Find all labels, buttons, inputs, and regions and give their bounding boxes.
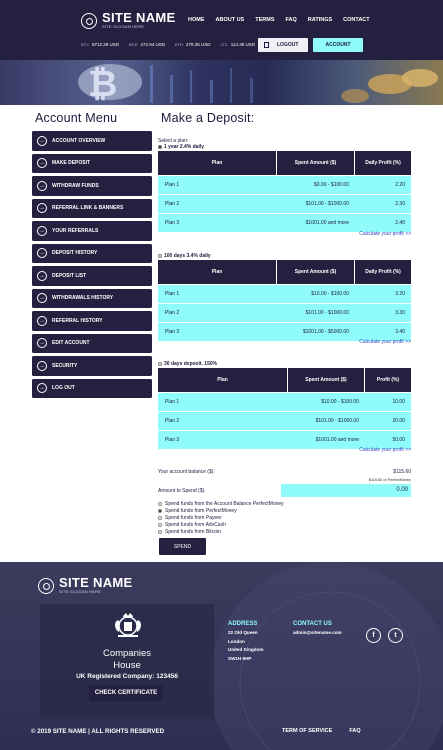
- plan-name: 30 days deposit. 150%: [164, 361, 218, 367]
- col-header-spent: Spent Amount ($): [277, 260, 354, 284]
- faq-link[interactable]: FAQ: [349, 728, 361, 734]
- crypto-tickers: [81, 42, 265, 47]
- companies-house-line1: Companies: [102, 648, 152, 659]
- twitter-icon[interactable]: t: [388, 628, 403, 643]
- col-header-plan: Plan: [158, 368, 287, 392]
- menu-item-your-referrals[interactable]: → YOUR REFERRALS: [32, 221, 152, 241]
- plan-table-1: [158, 151, 411, 233]
- table-row: Plan 1 $10.00 - $100.00 10.00: [158, 393, 411, 411]
- plan-radio-1[interactable]: [158, 144, 204, 150]
- option-advcash[interactable]: Spend funds from AdvCash: [158, 521, 284, 528]
- companies-house-line2: House: [113, 660, 141, 671]
- companies-house-certificate: [40, 604, 214, 719]
- menu-item-referral-link[interactable]: → REFERRAL LINK & BANNERS: [32, 199, 152, 219]
- banner-illustration: [0, 60, 443, 105]
- plan-table-3: [158, 368, 411, 450]
- plan-radio-2[interactable]: [158, 253, 211, 259]
- table-row: Plan 2 $101.00 - $1000.00 2.30: [158, 195, 411, 213]
- logo-icon: [81, 13, 97, 29]
- menu-item-make-deposit[interactable]: → MAKE DEPOSIT: [32, 154, 152, 174]
- balance-value: $115.60: [393, 469, 411, 475]
- option-perfectmoney[interactable]: Spend funds from PerfectMoney: [158, 507, 284, 514]
- col-header-spent: Spent Amount ($): [288, 368, 364, 392]
- nav-contact[interactable]: CONTACT: [343, 17, 370, 23]
- site-footer: [0, 562, 443, 750]
- ticker-eth: ETH 278.35 USD: [175, 42, 211, 47]
- check-certificate-button[interactable]: CHECK CERTIFICATE: [89, 685, 163, 701]
- address-block: 22 Old Queen London United Kingdom SW1H 9HP: [228, 630, 264, 661]
- balance-label: Your account balance ($):: [158, 469, 215, 475]
- menu-item-edit-account[interactable]: → EDIT ACCOUNT: [32, 334, 152, 354]
- ticker-btc: BTC 8712.28 USD: [81, 42, 120, 47]
- col-header-plan: Plan: [158, 151, 276, 175]
- hero-banner-image: [0, 60, 443, 105]
- plan-name: 1 year 2.4% daily: [164, 144, 205, 150]
- table-row: Plan 3 $1001.00 and more 50.00: [158, 431, 411, 449]
- col-header-spent: Spent Amount ($): [277, 151, 354, 175]
- account-balance: [158, 469, 411, 482]
- ticker-ltc: LTC 114.36 USD: [220, 42, 255, 47]
- spend-amount-input[interactable]: 0.00: [281, 484, 411, 497]
- radio-unselected-icon: [158, 530, 162, 534]
- contact-email[interactable]: admin@sitename.com: [293, 630, 342, 635]
- spend-button[interactable]: SPEND: [159, 538, 206, 555]
- radio-unselected-icon: [158, 523, 162, 527]
- nav-faq[interactable]: FAQ: [285, 17, 297, 23]
- sidebar-title: Account Menu: [35, 111, 118, 125]
- radio-unselected-icon: [158, 362, 162, 366]
- radio-unselected-icon: [158, 516, 162, 520]
- plan-name: 100 days 3.4% daily: [164, 253, 211, 259]
- spend-amount-label: Amount to Spend ($):: [158, 488, 206, 494]
- site-logo[interactable]: [81, 12, 175, 30]
- logout-button[interactable]: [258, 38, 308, 52]
- footer-logo[interactable]: [38, 577, 132, 595]
- col-header-profit: Profit (%): [365, 368, 411, 392]
- site-header: [0, 0, 443, 60]
- menu-item-deposit-history[interactable]: → DEPOSIT HISTORY: [32, 244, 152, 264]
- option-payeer[interactable]: Spend funds from Payeer: [158, 514, 284, 521]
- menu-item-log-out[interactable]: → LOG OUT: [32, 379, 152, 399]
- main-nav: [188, 17, 381, 23]
- table-row: Plan 3 $1001.00 and more 2.40: [158, 214, 411, 232]
- nav-home[interactable]: HOME: [188, 17, 205, 23]
- arrow-right-icon: →: [39, 227, 45, 234]
- royal-crest-icon: [110, 610, 146, 640]
- nav-ratings[interactable]: RATINGS: [307, 17, 333, 23]
- logo-name: SITE NAME: [102, 10, 176, 25]
- address-title: ADDRESS: [228, 621, 258, 627]
- arrow-right-icon: →: [39, 385, 45, 392]
- table-row: Plan 1 $10.00 - $100.00 3.20: [158, 285, 411, 303]
- account-menu: [32, 131, 152, 401]
- terms-of-service-link[interactable]: TERM OF SERVICE: [282, 728, 333, 734]
- menu-item-account-overview[interactable]: → ACCOUNT OVERVIEW: [32, 131, 152, 151]
- footer-links: [282, 728, 378, 734]
- arrow-right-icon: →: [39, 137, 45, 144]
- nav-terms[interactable]: TERMS: [255, 17, 275, 23]
- col-header-plan: Plan: [158, 260, 276, 284]
- table-row: Plan 2 $101.00 - $1000.00 20.00: [158, 412, 411, 430]
- calculate-profit-link-3[interactable]: Calculate your profit >>: [359, 447, 411, 453]
- table-row: Plan 1 $0.00 - $100.00 2.20: [158, 176, 411, 194]
- copyright: © 2019 SITE NAME | ALL RIGHTS RESERVED: [31, 728, 165, 735]
- menu-item-withdrawals-history[interactable]: → WITHDRAWALS HISTORY: [32, 289, 152, 309]
- payment-source-options: [158, 500, 284, 535]
- plan-radio-3[interactable]: [158, 361, 217, 367]
- menu-item-deposit-list[interactable]: → DEPOSIT LIST: [32, 266, 152, 286]
- select-plan-label: Select a plan:: [158, 138, 189, 144]
- arrow-right-icon: →: [39, 295, 45, 302]
- logo-icon: [38, 578, 54, 594]
- calculate-profit-link-2[interactable]: Calculate your profit >>: [359, 339, 411, 345]
- radio-selected-icon: [158, 145, 162, 149]
- radio-selected-icon: [158, 509, 162, 513]
- option-bitcoin[interactable]: Spend funds from Bitcoin: [158, 528, 284, 535]
- arrow-right-icon: →: [39, 317, 45, 324]
- arrow-right-icon: →: [39, 362, 45, 369]
- col-header-profit: Daily Profit (%): [355, 151, 411, 175]
- menu-item-withdraw-funds[interactable]: → WITHDRAW FUNDS: [32, 176, 152, 196]
- logout-label: LOGOUT: [277, 42, 299, 48]
- plan-table-2: [158, 260, 411, 342]
- radio-unselected-icon: [158, 254, 162, 258]
- table-row: Plan 3 $1001.00 - $5000.00 3.40: [158, 323, 411, 341]
- arrow-right-icon: →: [39, 272, 45, 279]
- nav-about-us[interactable]: ABOUT US: [215, 17, 245, 23]
- footer-logo-slogan: SITE SLOGAN HERE: [59, 589, 102, 594]
- page-title: Make a Deposit:: [161, 111, 255, 125]
- arrow-right-icon: →: [39, 250, 45, 257]
- calculate-profit-link-1[interactable]: Calculate your profit >>: [359, 231, 411, 237]
- table-row: Plan 2 $101.00 - $1000.00 3.30: [158, 304, 411, 322]
- arrow-right-icon: →: [39, 340, 45, 347]
- menu-item-security[interactable]: → SECURITY: [32, 356, 152, 376]
- svg-text:₿: ₿: [88, 64, 118, 105]
- radio-unselected-icon: [158, 502, 162, 506]
- contact-title: CONTACT US: [293, 621, 332, 627]
- menu-item-referral-history[interactable]: → REFERRAL HISTORY: [32, 311, 152, 331]
- arrow-right-icon: →: [39, 160, 45, 167]
- logo-slogan: SITE SLOGAN HERE: [102, 24, 145, 29]
- ticker-bch: BCH 472.94 USD: [129, 42, 165, 47]
- footer-logo-name: SITE NAME: [59, 575, 133, 590]
- arrow-right-icon: →: [39, 182, 45, 189]
- facebook-icon[interactable]: f: [366, 628, 381, 643]
- col-header-profit: Daily Profit (%): [355, 260, 411, 284]
- account-button[interactable]: ACCOUNT: [313, 38, 363, 52]
- option-account-balance[interactable]: Spend funds from the Account Balance PerfectMoney: [158, 500, 284, 507]
- registered-company: UK Registered Company: 123456: [76, 673, 178, 680]
- lock-icon: [264, 42, 269, 48]
- arrow-right-icon: →: [39, 205, 45, 212]
- balance-sub: $115.60 of PerfectMoney: [368, 478, 411, 482]
